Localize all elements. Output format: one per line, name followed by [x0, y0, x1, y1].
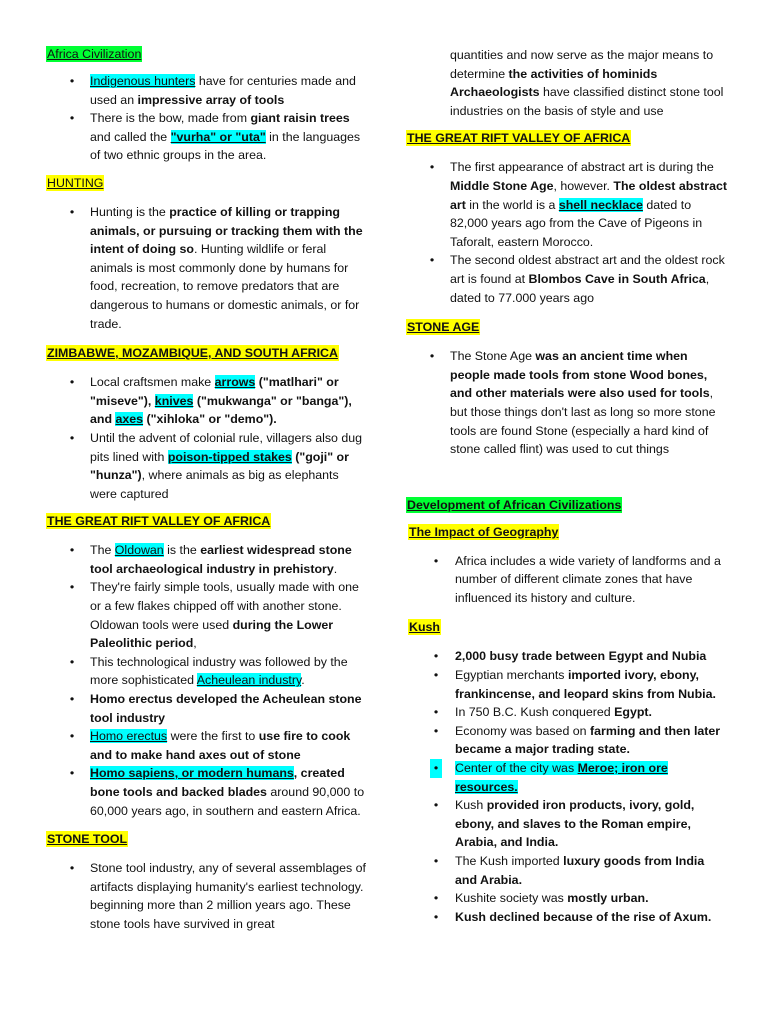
section-stone-tool: [46, 831, 366, 933]
bold-text: The oldest abstract art: [450, 178, 728, 212]
bullet-icon: •: [430, 759, 442, 778]
highlight-text: "vurha" or "uta": [170, 129, 266, 144]
bold-text: , created bone tools and backed blades: [90, 766, 345, 799]
text: Egyptian merchants: [455, 668, 568, 683]
bullet-list: [46, 72, 366, 165]
list-item: [406, 759, 728, 796]
bullet-icon: •: [69, 654, 75, 669]
bold-text: ("mukwanga" or "banga"), and: [90, 393, 352, 427]
bold-text: giant raisin trees: [250, 111, 350, 126]
text: quantities and now serve as the major means to determine: [450, 48, 714, 81]
list-item: [46, 109, 366, 165]
bullet-list: [46, 373, 366, 503]
section-stone-age: [406, 319, 728, 459]
text: , where animals as big as elephants were captured: [90, 468, 339, 501]
bullet-icon: •: [69, 692, 75, 707]
bullet-icon: •: [433, 891, 439, 906]
bullet-icon: •: [433, 723, 439, 738]
list-item: [46, 203, 366, 333]
text: Stone tool industry, any of several assemblages of artifacts displaying humanity's earliest technology. beginning more than 2 million years ago. These stone tools have survived in great: [90, 861, 366, 931]
text: have for centuries made and used an: [90, 74, 356, 107]
bullet-icon: •: [433, 705, 439, 720]
list-item: [406, 347, 728, 459]
bullet-icon: •: [69, 74, 75, 88]
bullet-icon: •: [69, 204, 75, 219]
bullet-icon: •: [433, 553, 439, 568]
bullet-list: [46, 859, 366, 933]
text: . Hunting wildlife or feral animals is most commonly done by humans for food, recreation, to remove predators that are dangerous to humans or domestic animals, or for trade.: [90, 242, 360, 331]
list-item: [46, 764, 366, 820]
bold-text: during the Lower Paleolithic period: [90, 617, 334, 651]
text: Economy was based on: [455, 723, 590, 738]
bullet-icon: •: [433, 854, 439, 868]
list-item: [46, 373, 366, 429]
text: Kush: [455, 798, 487, 813]
bullet-icon: •: [69, 111, 75, 126]
bullet-icon: •: [69, 375, 75, 390]
text: Hunting is the: [90, 204, 170, 219]
list-item: [46, 690, 366, 727]
heading-development: Development of African Civilizations: [407, 497, 622, 512]
bullet-icon: •: [429, 160, 435, 175]
bullet-list: [406, 647, 728, 926]
bold-text: 2,000 busy trade between Egypt and Nubia: [455, 649, 707, 664]
text: The first appearance of abstract art is during the: [450, 160, 714, 175]
list-item: [406, 722, 728, 759]
text: They're fairly simple tools, usually made with one or a few flakes chipped off with another stone. Oldowan tools were used: [90, 580, 359, 632]
list-item: [406, 889, 728, 908]
bold-text: impressive array of tools: [137, 92, 285, 107]
left-column: [46, 46, 366, 934]
text: in the languages of two ethnic groups in the area.: [90, 129, 361, 163]
text: , however.: [553, 178, 614, 193]
bullet-list: [406, 552, 728, 608]
bullet-list: [406, 347, 728, 459]
bullet-icon: •: [433, 668, 439, 683]
list-item: [406, 647, 728, 666]
text: and called the: [90, 129, 171, 144]
text: This technological industry was followed by the more sophisticated: [90, 654, 348, 688]
heading-kush: Kush: [409, 620, 440, 635]
highlight-text: axes: [115, 412, 144, 427]
text: The: [90, 543, 115, 558]
bullet-icon: •: [433, 909, 439, 924]
bullet-list: [46, 541, 366, 820]
bold-text: earliest widespread stone tool archaeological industry in prehistory: [90, 543, 352, 576]
bullet-icon: •: [69, 580, 75, 595]
list-item: [406, 908, 728, 927]
bold-text: use fire to cook and to make hand axes out of stone: [90, 729, 351, 762]
text: , dated to 77.000 years ago: [450, 271, 710, 305]
text: Africa includes a wide variety of landforms and a number of different climate zones that have influenced its history and culture.: [455, 553, 721, 605]
section-hunting: [46, 175, 366, 333]
list-item: [406, 852, 728, 889]
bold-text: Homo erectus developed the Acheulean stone tool industry: [90, 692, 362, 725]
bullet-icon: •: [69, 729, 75, 744]
list-item: [406, 158, 728, 251]
highlight-text: Homo sapiens, or modern humans: [90, 766, 294, 781]
section-zimbabwe: [46, 345, 366, 503]
text: The Stone Age: [450, 349, 536, 364]
bold-text: ("goji" or "hunza"): [90, 449, 349, 483]
text: The Kush imported: [455, 854, 564, 868]
text: Kushite society was: [455, 891, 568, 906]
highlight-text: knives: [154, 393, 194, 408]
text: were the first to: [167, 729, 259, 744]
highlight-text: Indigenous hunters: [90, 74, 196, 88]
list-item: [406, 666, 728, 703]
heading-hunting: HUNTING: [47, 175, 104, 190]
list-item: [406, 251, 728, 307]
bullet-icon: •: [429, 349, 435, 364]
bold-text: Middle Stone Age: [450, 178, 554, 193]
section-great-rift-valley-2: [406, 130, 728, 307]
text: Local craftsmen make: [90, 375, 215, 390]
text: , but those things don't last as long so more stone tools are found Stone (especially a hard kind of stone called flint) was used to cut things: [450, 386, 716, 457]
section-development: [406, 497, 728, 608]
bold-text: farming and then later became a major trading state.: [455, 723, 721, 757]
highlight-text: Homo erectus: [90, 729, 168, 744]
section-great-rift-valley-1: [46, 513, 366, 820]
continued-paragraph: [406, 46, 728, 120]
bold-text: the activities of hominids Archaeologists: [450, 66, 658, 100]
heading-africa-civilization: Africa Civilization: [47, 47, 142, 61]
highlight-text: poison-tipped stakes: [167, 449, 292, 464]
text: The second oldest abstract art and the oldest rock art is found at: [450, 253, 725, 286]
text: have classified distinct stone tool industries on the basis of style and use: [450, 85, 724, 118]
list-item: [46, 578, 366, 652]
bullet-list: [46, 203, 366, 333]
text: is the: [163, 543, 201, 558]
bold-text: ("xihloka" or "demo").: [143, 412, 277, 427]
highlight-text: Meroe; iron ore resources.: [455, 761, 668, 794]
list-item: [46, 541, 366, 578]
bold-text: Blombos Cave in South Africa: [528, 271, 706, 286]
text: .: [301, 673, 305, 688]
bullet-icon: •: [433, 649, 439, 664]
text: There is the bow, made from: [90, 111, 251, 126]
highlight-text: shell necklace: [558, 197, 643, 212]
highlight-text: Oldowan: [114, 543, 164, 558]
list-item: [46, 727, 366, 764]
heading-stone-age: STONE AGE: [407, 320, 480, 335]
right-column: [406, 46, 728, 926]
bullet-icon: •: [429, 253, 435, 268]
list-item: [46, 859, 366, 933]
list-item: [406, 703, 728, 722]
bold-text: practice of killing or trapping animals, or pursuing or tracking them with the intent of doing so: [90, 204, 363, 257]
subheading-impact-of-geography: The Impact of Geography: [409, 524, 559, 539]
heading-stone-tool: STONE TOOL: [47, 832, 128, 847]
highlight-text: Acheulean industry: [196, 673, 302, 688]
list-item: [406, 796, 728, 852]
subheading-wrap: [406, 524, 728, 540]
text: .: [333, 561, 338, 576]
bold-text: mostly urban.: [567, 891, 649, 906]
bullet-icon: •: [69, 861, 75, 876]
text: dated to 82,000 years ago from the Cave of Pigeons in Taforalt, eastern Morocco.: [450, 197, 703, 249]
heading-great-rift-valley: THE GREAT RIFT VALLEY OF AFRICA: [407, 131, 631, 146]
bullet-icon: •: [69, 766, 75, 781]
text: Until the advent of colonial rule, villagers also dug pits lined with: [90, 430, 363, 464]
section-africa-civilization: [46, 46, 366, 165]
bold-text: was an ancient time when people made tools from stone Wood bones, and other materials were also used for tools: [450, 349, 710, 401]
list-item: [46, 653, 366, 690]
text: around 90,000 to 60,000 years ago, in southern and eastern Africa.: [90, 785, 365, 818]
text: ,: [193, 636, 197, 651]
bold-text: Egypt.: [614, 705, 652, 720]
bold-text: ("matlhari" or "miseve"),: [90, 375, 339, 408]
heading-great-rift-valley: THE GREAT RIFT VALLEY OF AFRICA: [47, 514, 271, 529]
list-item: [46, 72, 366, 109]
bold-text: Kush declined because of the rise of Axum.: [455, 909, 712, 924]
list-item: [46, 429, 366, 503]
heading-zimbabwe: ZIMBABWE, MOZAMBIQUE, AND SOUTH AFRICA: [47, 346, 338, 361]
section-kush: [406, 619, 728, 926]
bullet-icon: •: [69, 430, 75, 445]
text: in the world is a: [465, 197, 559, 212]
list-item: [406, 552, 728, 608]
kush-heading-wrap: [406, 619, 728, 635]
text: In 750 B.C. Kush conquered: [455, 705, 615, 720]
bullet-icon: •: [433, 798, 439, 813]
bullet-list: [406, 158, 728, 307]
highlight-text: arrows: [214, 375, 256, 390]
highlight-text: Center of the city was: [455, 761, 578, 776]
bold-text: imported ivory, ebony, frankincense, and leopard skins from Nubia.: [455, 668, 716, 701]
bold-text: provided iron products, ivory, gold, ebony, and slaves to the Roman empire, Arabia, and India.: [455, 798, 695, 850]
bold-text: luxury goods from India and Arabia.: [455, 854, 705, 887]
bullet-icon: •: [69, 543, 75, 558]
